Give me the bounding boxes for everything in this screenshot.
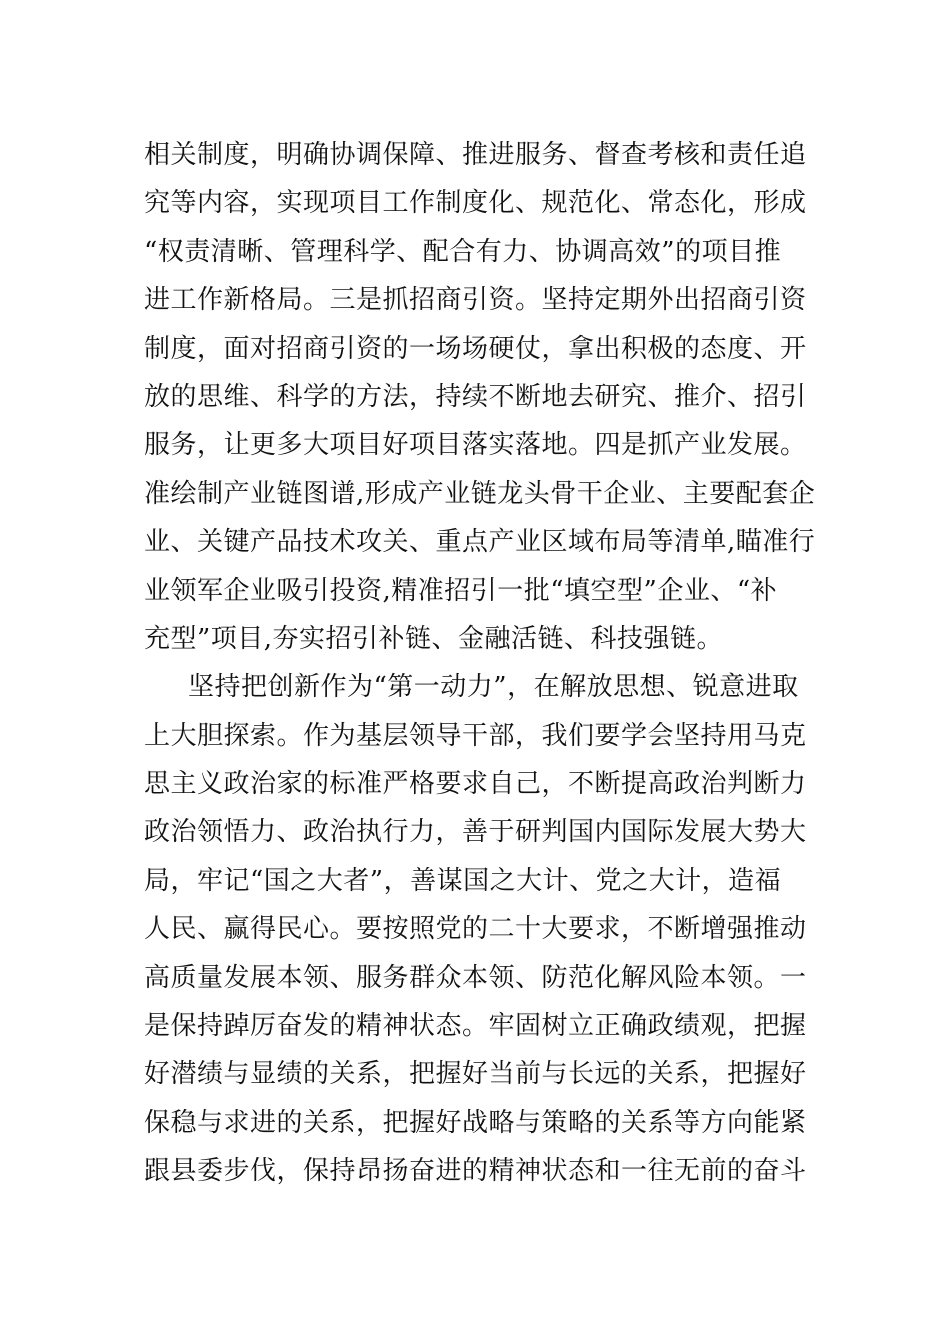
text-line: 跟县委步伐，保持昂扬奋进的精神状态和一往无前的奋斗 [144,1156,807,1187]
text-line: 业、关键产品技术攻关、重点产业区域布局等清单,瞄准行 [144,527,816,558]
text-line: 上大胆探索。作为基层领导干部，我们要学会坚持用马克 [144,720,807,751]
text-line: 放的思维、科学的方法，持续不断地去研究、推介、招引 [144,381,807,412]
text-line: 保稳与求进的关系，把握好战略与策略的关系等方向能紧 [144,1107,807,1138]
text-line: 坚持把创新作为“第一动力”，在解放思想、锐意进取 [188,672,799,703]
text-line: 政治领悟力、政治执行力，善于研判国内国际发展大势大 [144,817,807,848]
body-text [144,131,814,1196]
text-line: 相关制度，明确协调保障、推进服务、督查考核和责任追 [144,140,807,170]
text-line: 好潜绩与显绩的关系，把握好当前与长远的关系，把握好 [144,1059,807,1090]
text-line: 局，牢记“国之大者”，善谋国之大计、党之大计，造福 [144,865,782,896]
text-line: 服务，让更多大项目好项目落实落地。四是抓产业发展。 [144,430,807,461]
text-line: 是保持踔厉奋发的精神状态。牢固树立正确政绩观，把握 [144,1011,807,1042]
text-line: 思主义政治家的标准严格要求自己，不断提高政治判断力 [144,769,807,800]
text-line: 充型”项目,夯实招引补链、金融活链、科技强链。 [144,623,724,654]
paragraph-2 [144,663,814,1195]
text-line: 究等内容，实现项目工作制度化、规范化、常态化，形成 [144,188,807,219]
text-line: 进工作新格局。三是抓招商引资。坚持定期外出招商引资 [144,285,807,316]
text-line: “权责清晰、管理科学、配合有力、协调高效”的项目推 [144,236,782,267]
text-line: 制度，面对招商引资的一场场硬仗，拿出积极的态度、开 [144,333,807,364]
text-line: 高质量发展本领、服务群众本领、防范化解风险本领。一 [144,962,807,993]
text-line: 人民、赢得民心。要按照党的二十大要求，不断增强推动 [144,914,807,945]
paragraph-1 [144,131,814,663]
text-line: 业领军企业吸引投资,精准招引一批“填空型”企业、“补 [144,575,778,606]
text-line: 准绘制产业链图谱,形成产业链龙头骨干企业、主要配套企 [144,478,816,509]
